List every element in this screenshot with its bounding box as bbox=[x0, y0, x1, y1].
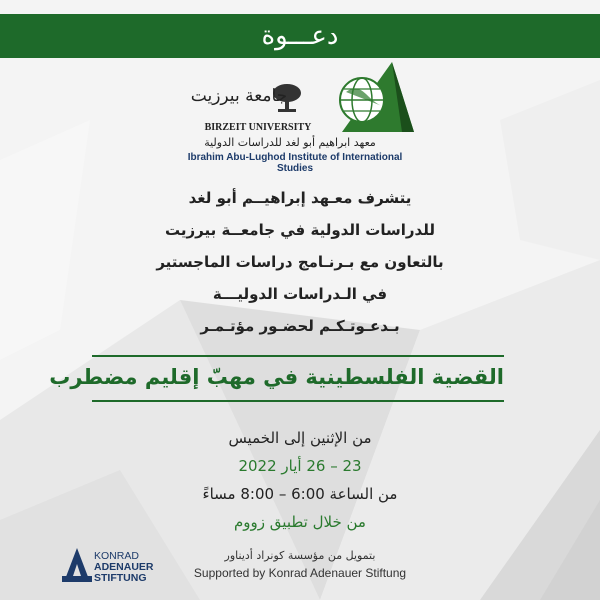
intro-line: بالتعاون مع بـرنـامج دراسات الماجستير bbox=[156, 253, 444, 271]
event-dates: 23 – 26 أيار 2022 bbox=[238, 457, 362, 475]
title-bottom-rule bbox=[92, 400, 504, 402]
intro-line: يتشرف معـهد إبراهيــم أبو لغد bbox=[188, 189, 412, 207]
intro-line: بـدعـوتـكـم لحضـور مؤتـمـر bbox=[200, 317, 400, 335]
conference-title: القضية الفلسطينية في مهبّ إقليم مضطرب bbox=[49, 365, 504, 389]
invitation-banner: دعـــوة bbox=[0, 14, 600, 58]
event-time: من الساعة 6:00 – 8:00 مساءً bbox=[202, 485, 398, 503]
institute-english-name: Ibrahim Abu-Lughod Institute of International Studies bbox=[187, 152, 403, 174]
birzeit-english-name: BIRZEIT UNIVERSITY bbox=[204, 122, 312, 133]
sponsor-english: Supported by Konrad Adenauer Stiftung bbox=[193, 566, 407, 580]
event-platform: من خلال تطبيق زووم bbox=[234, 513, 366, 531]
event-details bbox=[140, 424, 460, 536]
logos-area bbox=[170, 60, 430, 178]
event-days: من الإثنين إلى الخميس bbox=[228, 429, 372, 447]
birzeit-arabic-name: جامعة بيرزيت bbox=[190, 86, 288, 106]
intro-line: للدراسات الدولية في جامعــة بيرزيت bbox=[165, 221, 435, 239]
kas-line-1: KONRAD bbox=[94, 550, 139, 562]
institute-globe-logo-icon bbox=[332, 62, 414, 132]
invitation-intro bbox=[140, 182, 460, 342]
kas-line-2: ADENAUER bbox=[94, 561, 154, 573]
konrad-adenauer-wordmark bbox=[94, 551, 174, 584]
intro-line: في الـدراسات الدوليـــة bbox=[212, 285, 388, 303]
sponsor-arabic: بتمويل من مؤسسة كونراد أديناور bbox=[224, 549, 376, 562]
institute-arabic-name: معهد ابراهيم أبو لغد للدراسات الدولية bbox=[204, 136, 376, 149]
title-top-rule bbox=[92, 355, 504, 357]
conference-title-box bbox=[49, 355, 504, 402]
kas-line-3: STIFTUNG bbox=[94, 572, 147, 584]
sponsor-credit bbox=[175, 548, 425, 582]
konrad-adenauer-logo-icon bbox=[62, 548, 92, 582]
